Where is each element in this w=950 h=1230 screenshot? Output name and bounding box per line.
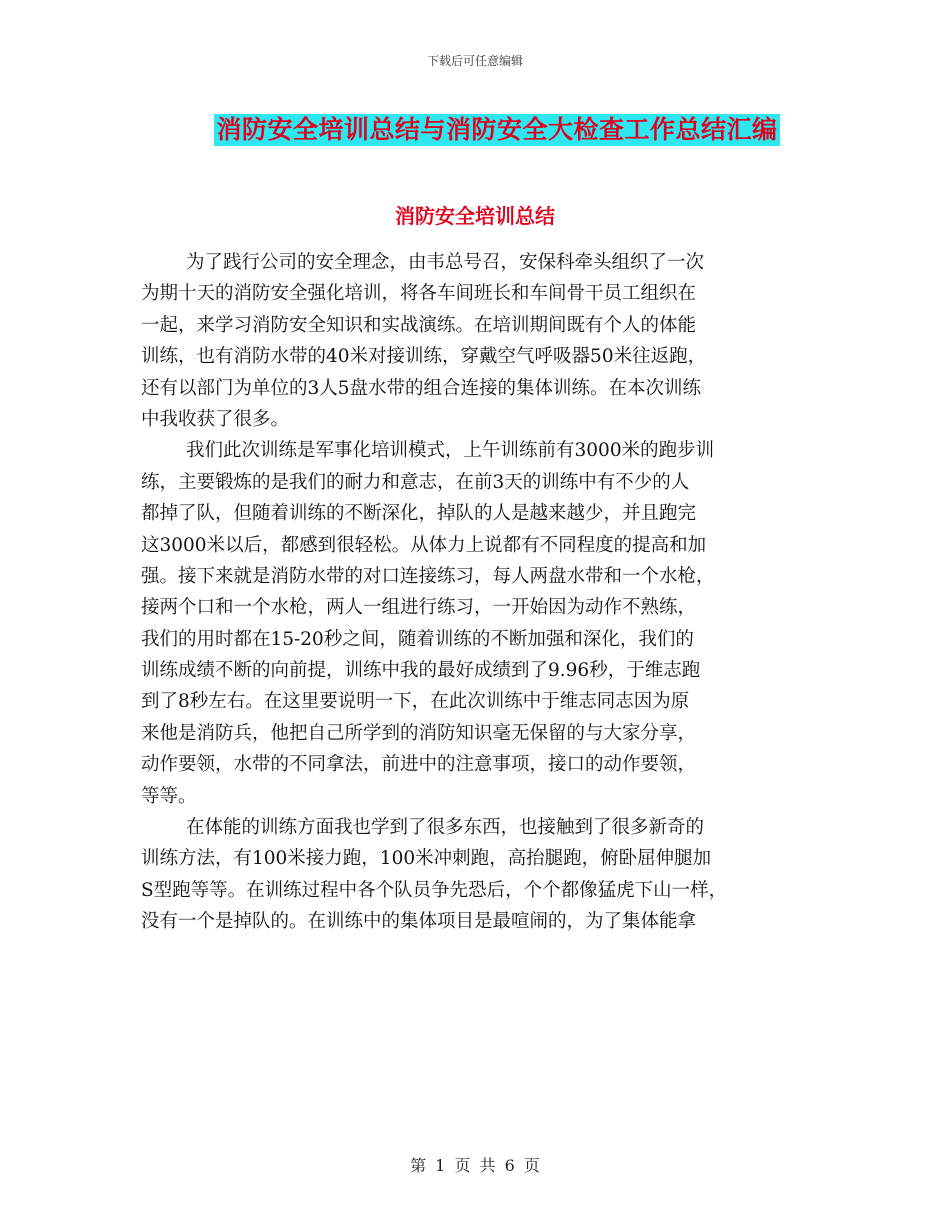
paragraph-1	[141, 247, 821, 435]
text-line: 一起，来学习消防安全知识和实战演练。在培训期间既有个人的体能	[141, 314, 697, 336]
paragraph-2	[141, 435, 821, 812]
text-line: 等等。	[141, 785, 197, 807]
text-line: S型跑等等。在训练过程中各个队员争先恐后，个个都像猛虎下山一样，	[141, 879, 728, 901]
text-line: 还有以部门为单位的3人5盘水带的组合连接的集体训练。在本次训练	[141, 377, 702, 399]
text-line: 没有一个是掉队的。在训练中的集体项目是最喧闹的，为了集体能拿	[141, 911, 697, 933]
text-line: 练，主要锻炼的是我们的耐力和意志，在前3天的训练中有不少的人	[141, 471, 690, 493]
text-line: 接两个口和一个水枪，两人一组进行练习，一开始因为动作不熟练，	[141, 597, 697, 619]
text-line: 到了8秒左右。在这里要说明一下，在此次训练中于维志同志因为原	[141, 691, 690, 713]
text-line: 这3000米以后，都感到很轻松。从体力上说都有不同程度的提高和加	[141, 534, 707, 556]
text-line: 中我收获了很多。	[141, 408, 290, 430]
text-line: 为了践行公司的安全理念，由韦总号召，安保科牵头组织了一次	[186, 252, 705, 273]
text-line: 我们的用时都在15-20秒之间，随着训练的不断加强和深化，我们的	[141, 628, 694, 650]
text-line: 都掉了队，但随着训练的不断深化，掉队的人是越来越少，并且跑完	[141, 503, 697, 525]
section-title: 消防安全培训总结	[395, 204, 555, 228]
text-line: 强。接下来就是消防水带的对口连接练习，每人两盘水带和一个水枪，	[141, 565, 715, 587]
text-line: 训练方法，有100米接力跑，100米冲刺跑，高抬腿跑，俯卧屈伸腿加	[141, 848, 712, 870]
text-line: 在体能的训练方面我也学到了很多东西，也接触到了很多新奇的	[186, 817, 705, 839]
document-title-container	[0, 114, 950, 146]
text-line: 动作要领，水带的不同拿法，前进中的注意事项，接口的动作要领，	[141, 754, 697, 776]
text-line: 训练，也有消防水带的40米对接训练，穿戴空气呼吸器50米往返跑，	[141, 346, 707, 368]
document-title: 消防安全培训总结与消防安全大检查工作总结汇编	[216, 115, 778, 144]
page-number-footer: 第 1 页 共 6 页	[410, 1156, 540, 1175]
text-line: 来他是消防兵，他把自己所学到的消防知识毫无保留的与大家分享，	[141, 722, 697, 744]
page-header-note: 下载后可任意编辑	[426, 54, 523, 68]
text-line: 为期十天的消防安全强化培训，将各车间班长和车间骨干员工组织在	[141, 283, 697, 305]
text-line: 我们此次训练是军事化培训模式，上午训练前有3000米的跑步训	[186, 440, 715, 462]
document-body	[141, 247, 821, 938]
text-line: 训练成绩不断的向前提，训练中我的最好成绩到了9.96秒，于维志跑	[141, 660, 701, 682]
paragraph-3	[141, 812, 821, 938]
